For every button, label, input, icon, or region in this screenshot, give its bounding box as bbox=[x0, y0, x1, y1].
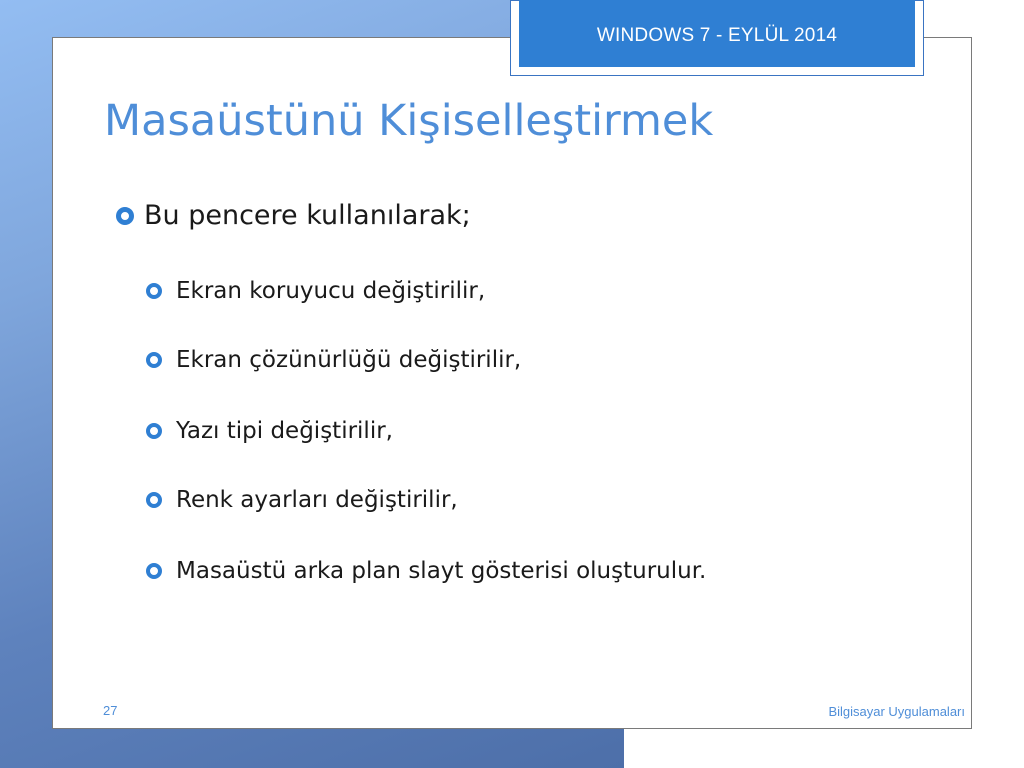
bullet-text: Ekran koruyucu değiştirilir, bbox=[176, 278, 486, 304]
bullet-item bbox=[146, 487, 458, 513]
circle-ring-bullet-icon bbox=[116, 207, 134, 225]
bullet-text: Masaüstü arka plan slayt gösterisi oluşturulur. bbox=[176, 558, 707, 584]
slide-title: Masaüstünü Kişiselleştirmek bbox=[104, 96, 714, 146]
bullet-item bbox=[146, 347, 521, 373]
footer-course-name: Bilgisayar Uygulamaları bbox=[828, 704, 965, 719]
circle-ring-bullet-icon bbox=[146, 492, 162, 508]
bullet-item bbox=[146, 418, 393, 444]
circle-ring-bullet-icon bbox=[146, 563, 162, 579]
bullet-text: Bu pencere kullanılarak; bbox=[144, 200, 471, 231]
bullet-text: Yazı tipi değiştirilir, bbox=[176, 418, 393, 444]
circle-ring-bullet-icon bbox=[146, 283, 162, 299]
bullet-item bbox=[116, 200, 471, 231]
bullet-text: Renk ayarları değiştirilir, bbox=[176, 487, 458, 513]
bullet-item bbox=[146, 558, 706, 584]
header-label: WINDOWS 7 - EYLÜL 2014 bbox=[596, 24, 838, 46]
bullet-item bbox=[146, 278, 485, 304]
circle-ring-bullet-icon bbox=[146, 423, 162, 439]
page-number: 27 bbox=[103, 703, 118, 718]
circle-ring-bullet-icon bbox=[146, 352, 162, 368]
bullet-text: Ekran çözünürlüğü değiştirilir, bbox=[176, 347, 522, 373]
